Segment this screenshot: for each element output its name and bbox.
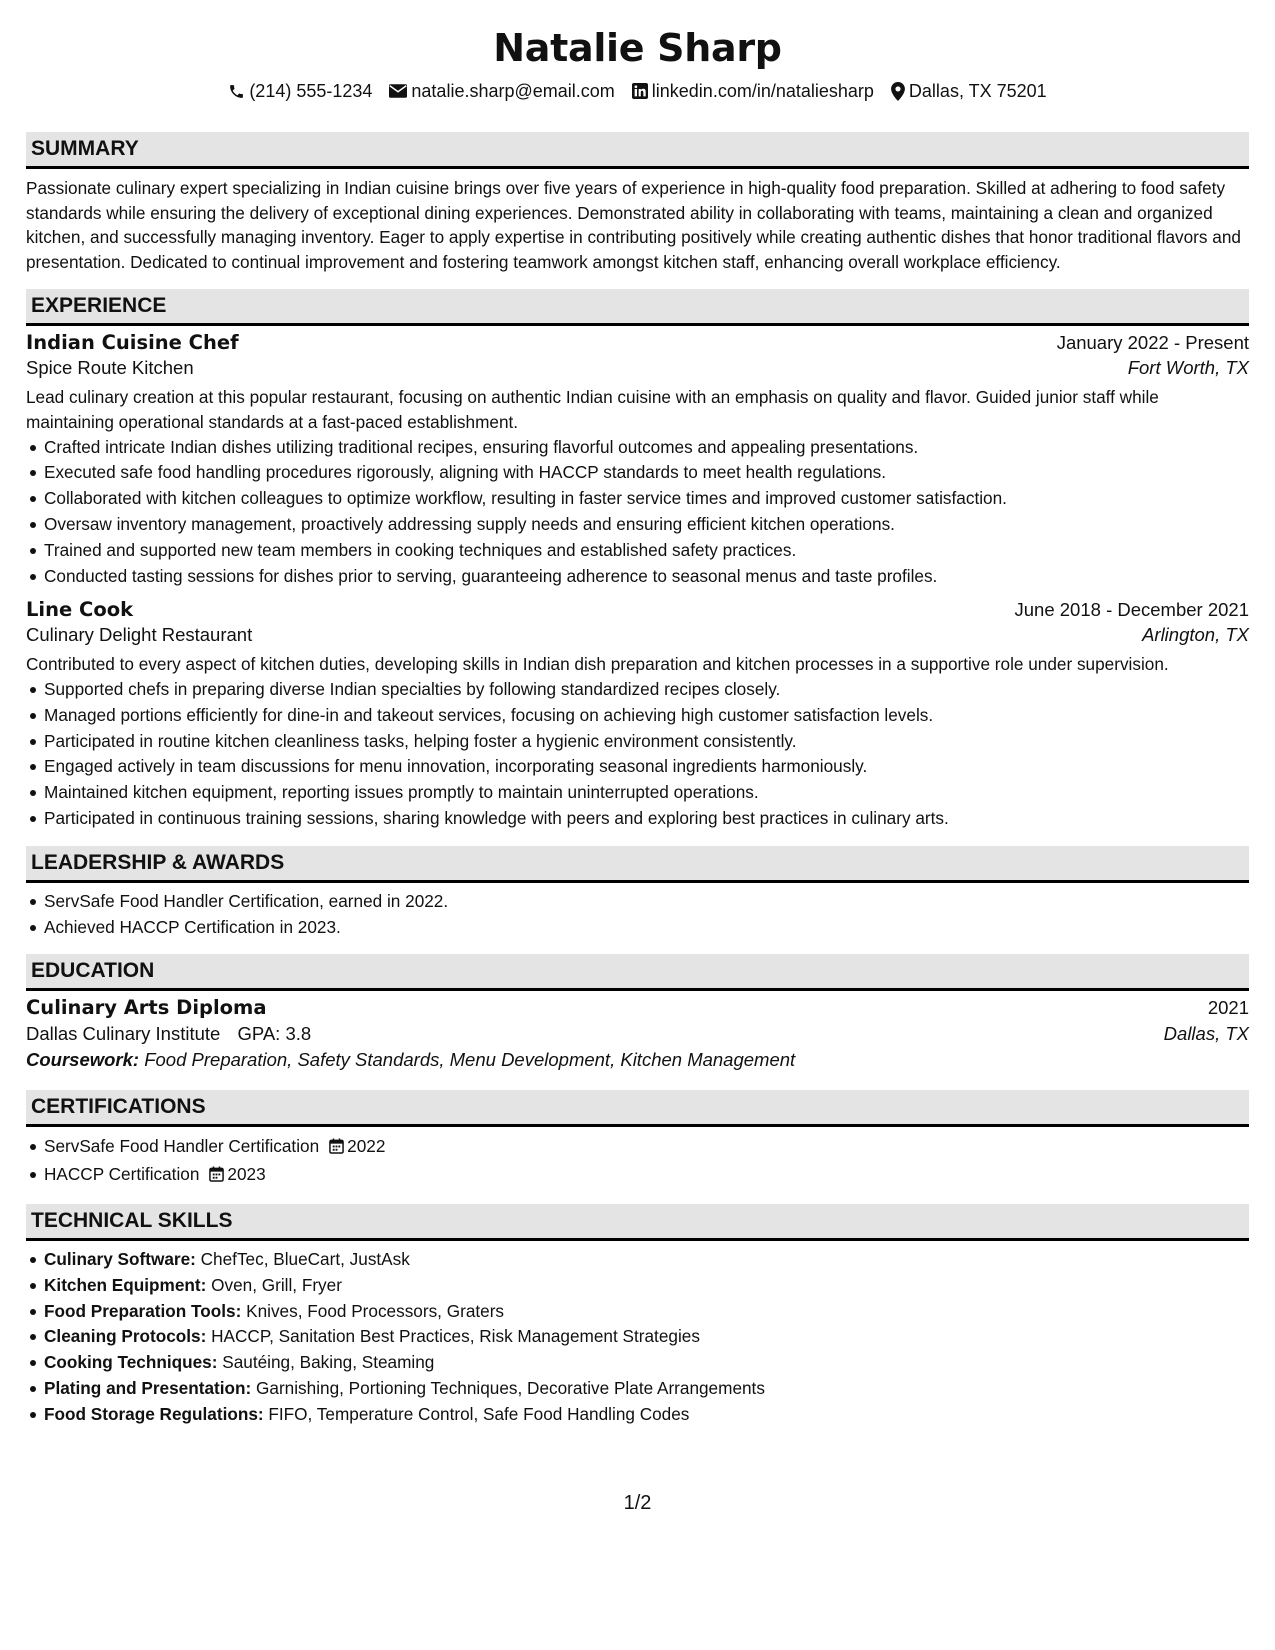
list-item: Conducted tasting sessions for dishes prior to serving, guaranteeing adherence to seasonal menus and taste profiles.: [44, 564, 1249, 590]
phone-icon: [228, 83, 245, 100]
list-item: Supported chefs in preparing diverse Indian specialties by following standardized recipes closely.: [44, 677, 1249, 703]
resume-page: [26, 0, 1249, 1427]
skill-value: Oven, Grill, Fryer: [211, 1274, 342, 1295]
leadership-list: [26, 889, 1249, 941]
skill-value: FIFO, Temperature Control, Safe Food Handling Codes: [268, 1403, 690, 1424]
skill-value: Knives, Food Processors, Graters: [246, 1300, 505, 1321]
skill-label: Kitchen Equipment:: [44, 1274, 207, 1295]
summary-heading: SUMMARY: [26, 132, 1249, 169]
education-entry: [26, 996, 1249, 1071]
job-location: Arlington, TX: [1142, 624, 1249, 646]
job-dates: June 2018 - December 2021: [1014, 599, 1249, 621]
coursework-list: Food Preparation, Safety Standards, Menu Development, Kitchen Management: [144, 1049, 796, 1071]
job-title-row: [26, 598, 1249, 621]
degree-title: Culinary Arts Diploma: [26, 996, 267, 1020]
job-entry: [26, 598, 1249, 831]
calendar-icon: [209, 1164, 224, 1190]
list-item: Crafted intricate Indian dishes utilizing traditional recipes, ensuring flavorful outcomes and appealing presentations.: [44, 435, 1249, 461]
school-line: [26, 1023, 311, 1045]
list-item: Oversaw inventory management, proactively addressing supply needs and ensuring efficient kitchen operations.: [44, 512, 1249, 538]
list-item: [44, 1134, 1249, 1162]
coursework-label: Coursework:: [26, 1049, 140, 1071]
job-company: Spice Route Kitchen: [26, 357, 194, 379]
list-item: Maintained kitchen equipment, reporting issues promptly to maintain uninterrupted operations.: [44, 780, 1249, 806]
job-bullets: [26, 677, 1249, 832]
graduation-year: 2021: [1207, 997, 1249, 1019]
job-location: Fort Worth, TX: [1127, 357, 1249, 379]
job-description: Contributed to every aspect of kitchen duties, developing skills in Indian dish preparation and kitchen processes in a supportive role under supervision.: [26, 654, 1169, 675]
skill-label: Cooking Techniques:: [44, 1352, 218, 1373]
linkedin-icon: [632, 83, 648, 99]
linkedin-link[interactable]: linkedin.com/in/nataliesharp: [651, 80, 874, 101]
list-item: Executed safe food handling procedures rigorously, aligning with HACCP standards to meet health regulations.: [44, 460, 1249, 486]
summary-text: Passionate culinary expert specializing in Indian cuisine brings over five years of experience in high-quality food preparation. Skilled at adhering to food safety standards while ensuring the delivery of exceptional dining experiences. Demonstrated ability in collaborating with teams, maintaining a clean and organized kitchen, and successfully managing inventory. Eager to apply expertise in contributing positively while creating authentic dishes that honor traditional flavors and presentation. Dedicated to continual improvement and fostering teamwork amongst kitchen staff, enhancing overall workplace efficiency.: [26, 178, 1241, 272]
certification-name: ServSafe Food Handler Certification: [44, 1136, 320, 1157]
education-degree-row: [26, 996, 1249, 1019]
certification-year: 2022: [347, 1136, 386, 1157]
job-description: Lead culinary creation at this popular restaurant, focusing on authentic Indian cuisine with an emphasis on quality and flavor. Guided junior staff while maintaining operational standards at a fast-paced establishment.: [26, 387, 1159, 432]
experience-heading: EXPERIENCE: [26, 289, 1249, 326]
skills-heading: TECHNICAL SKILLS: [26, 1204, 1249, 1241]
list-item: [44, 1376, 1249, 1402]
job-title: Indian Cuisine Chef: [26, 331, 239, 355]
certifications-list: [26, 1134, 1249, 1190]
skill-label: Plating and Presentation:: [44, 1377, 252, 1398]
skill-label: Cleaning Protocols:: [44, 1326, 207, 1347]
gpa: GPA: 3.8: [237, 1023, 312, 1045]
job-company-row: [26, 624, 1249, 646]
list-item: [44, 1324, 1249, 1350]
skill-label: Food Storage Regulations:: [44, 1403, 264, 1424]
certifications-heading: CERTIFICATIONS: [26, 1090, 1249, 1127]
certification-year: 2023: [227, 1164, 266, 1185]
list-item: Participated in continuous training sessions, sharing knowledge with peers and exploring best practices in culinary arts.: [44, 806, 1249, 832]
location-text: Dallas, TX 75201: [908, 80, 1047, 101]
list-item: Collaborated with kitchen colleagues to optimize workflow, resulting in faster service times and improved customer satisfaction.: [44, 486, 1249, 512]
school-location: Dallas, TX: [1163, 1023, 1249, 1045]
education-heading: EDUCATION: [26, 954, 1249, 991]
certification-name: HACCP Certification: [44, 1164, 200, 1185]
job-bullets: [26, 435, 1249, 590]
skills-list: [26, 1247, 1249, 1428]
list-item: Achieved HACCP Certification in 2023.: [44, 915, 1249, 941]
page-number: 1/2: [623, 1492, 652, 1514]
map-pin-icon: [891, 82, 905, 101]
list-item: [44, 1162, 1249, 1190]
coursework-line: [26, 1049, 1249, 1071]
education-school-row: [26, 1023, 1249, 1045]
list-item: [44, 1247, 1249, 1273]
list-item: [44, 1273, 1249, 1299]
contact-phone: [228, 81, 372, 102]
calendar-icon: [329, 1136, 344, 1162]
contact-email[interactable]: [389, 81, 614, 102]
list-item: Trained and supported new team members in cooking techniques and established safety practices.: [44, 538, 1249, 564]
leadership-heading: LEADERSHIP & AWARDS: [26, 846, 1249, 883]
job-title-row: [26, 331, 1249, 354]
skill-value: Sautéing, Baking, Steaming: [222, 1352, 435, 1373]
skill-value: HACCP, Sanitation Best Practices, Risk Management Strategies: [211, 1326, 700, 1347]
skill-value: Garnishing, Portioning Techniques, Decorative Plate Arrangements: [256, 1377, 765, 1398]
job-title: Line Cook: [26, 598, 134, 622]
candidate-name: Natalie Sharp: [493, 26, 782, 70]
contact-linkedin[interactable]: [632, 81, 874, 102]
job-entry: [26, 331, 1249, 589]
envelope-icon: [389, 84, 407, 98]
list-item: [44, 1299, 1249, 1325]
list-item: [44, 1350, 1249, 1376]
list-item: Participated in routine kitchen cleanliness tasks, helping foster a hygienic environment consistently.: [44, 729, 1249, 755]
list-item: Managed portions efficiently for dine-in and takeout services, focusing on achieving high customer satisfaction levels.: [44, 703, 1249, 729]
list-item: [44, 1402, 1249, 1428]
job-company-row: [26, 357, 1249, 379]
list-item: ServSafe Food Handler Certification, earned in 2022.: [44, 889, 1249, 915]
contact-location: [891, 81, 1047, 102]
school-name: Dallas Culinary Institute: [26, 1023, 221, 1045]
list-item: Engaged actively in team discussions for menu innovation, incorporating seasonal ingredients harmoniously.: [44, 754, 1249, 780]
job-company: Culinary Delight Restaurant: [26, 624, 253, 646]
contact-bar: [26, 79, 1249, 103]
skill-label: Culinary Software:: [44, 1248, 196, 1269]
skill-label: Food Preparation Tools:: [44, 1300, 242, 1321]
skill-value: ChefTec, BlueCart, JustAsk: [200, 1248, 410, 1269]
job-dates: January 2022 - Present: [1056, 332, 1249, 354]
email-link[interactable]: natalie.sharp@email.com: [411, 80, 615, 101]
phone-text: (214) 555-1234: [249, 80, 373, 101]
